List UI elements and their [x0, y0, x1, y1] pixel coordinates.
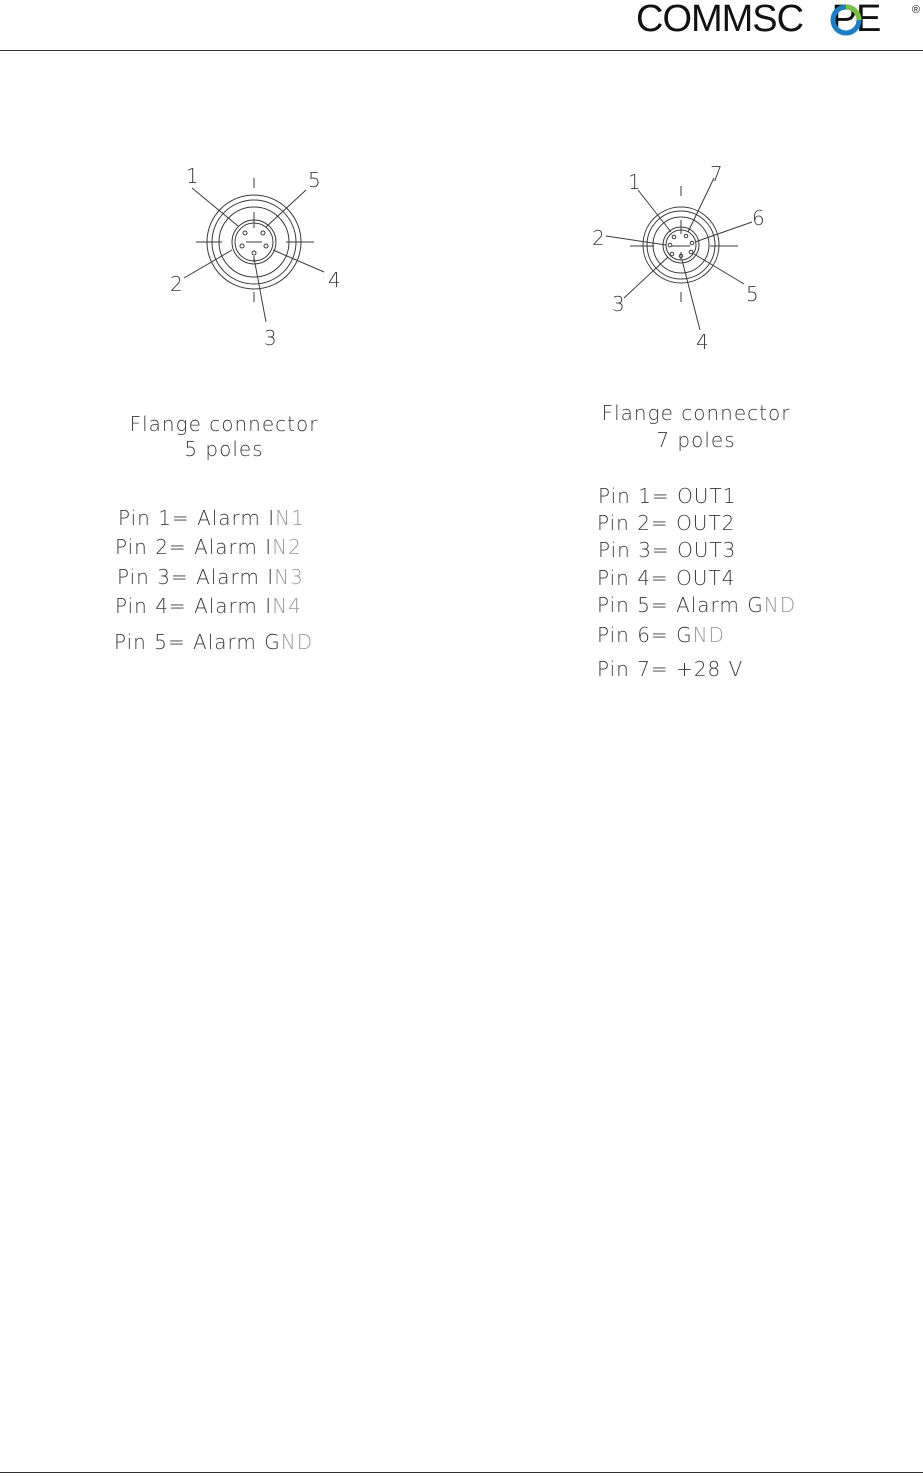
header-divider: [0, 50, 923, 51]
pin-assignment-row: Pin 5= Alarm GND: [597, 593, 797, 617]
commscope-logo: [636, 0, 920, 42]
pin-assignment-row: Pin 6= GND: [597, 623, 725, 647]
pin-assignment-row: Pin 4= OUT4: [597, 566, 736, 590]
pin-number-label: 4: [328, 268, 342, 292]
pin-assignment-row: Pin 3= Alarm IN3: [117, 565, 304, 589]
pin-number-label: 4: [696, 330, 710, 354]
connector-7-title: Flange connector: [601, 401, 791, 425]
pin-number-label: 1: [186, 164, 200, 188]
logo-wordmark: COMMSC PE: [636, 0, 881, 40]
pin-assignment-row: Pin 4= Alarm IN4: [115, 594, 302, 618]
footer-divider: [0, 1472, 923, 1473]
logo-ring-icon: [830, 4, 862, 36]
pin-assignment-row: Pin 2= Alarm IN2: [115, 535, 302, 559]
connector-5-subtitle: 5 poles: [184, 437, 264, 461]
pin-assignment-row: Pin 1= Alarm IN1: [118, 506, 305, 530]
pin-assignment-row: Pin 1= OUT1: [598, 484, 737, 508]
pin-number-label: 2: [170, 272, 184, 296]
pin-assignment-row: Pin 5= Alarm GND: [114, 630, 314, 654]
connector-7-pole-diagram: [590, 160, 790, 360]
pin-number-label: 2: [592, 226, 606, 250]
pin-number-label: 1: [628, 170, 642, 194]
pin-number-label: 6: [752, 206, 766, 230]
pin-assignment-row: Pin 3= OUT3: [598, 538, 737, 562]
pin-number-label: 5: [308, 168, 322, 192]
connector-5-title: Flange connector: [129, 412, 319, 436]
pin-assignment-row: Pin 7= +28 V: [597, 657, 744, 681]
pin-number-label: 3: [612, 292, 626, 316]
pin-assignment-row: Pin 2= OUT2: [597, 511, 736, 535]
pin-number-label: 3: [264, 326, 278, 350]
connector-7-subtitle: 7 poles: [656, 428, 736, 452]
logo-registered-mark: ®: [911, 4, 920, 16]
pin-number-label: 7: [710, 162, 724, 186]
pin-number-label: 5: [746, 282, 760, 306]
connector-5-pole-diagram: [160, 160, 360, 360]
